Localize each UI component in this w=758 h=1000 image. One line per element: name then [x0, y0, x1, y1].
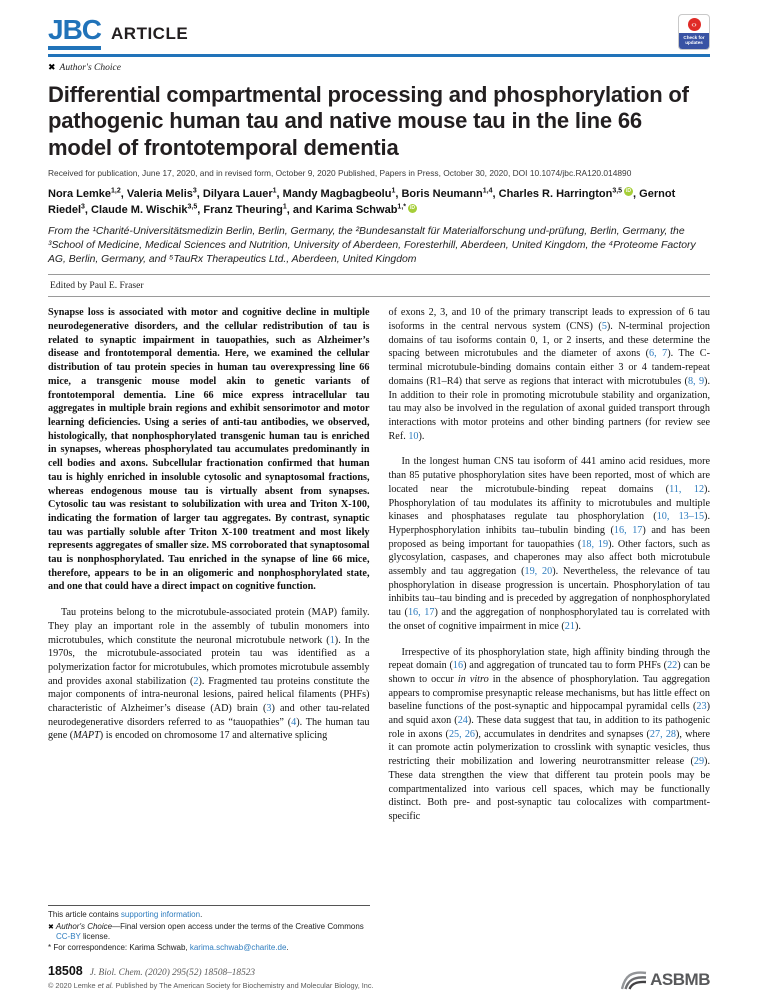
citation-link[interactable]: 8, 9: [687, 375, 705, 387]
footnote-authors-choice: [48, 922, 370, 944]
footer-citation-row: [48, 964, 374, 978]
author-name: Claude M. Wischik$^{3,5}$,: [91, 203, 204, 217]
affiliations: From the ¹Charité-Universitätsmedizin Berlin, Berlin, Germany, the ²Bundesanstalt für Materialforschung und-prüfung, Berlin, Germany, the ³School of Medicine, Medical Sciences and Nutrition, University of Aberdeen, Foresterhill, Aberdeen, United Kingdom, the ⁴Proteome Factory AG, Berlin, Germany, and ⁵TauRx Therapeutics Ltd., Aberdeen, United Kingdom: [48, 226, 696, 265]
citation-link[interactable]: 10: [408, 430, 419, 442]
footnote-text: * For correspondence: Karima Schwab,: [48, 943, 190, 953]
body-paragraph: Tau proteins belong to the microtubule-associated protein (MAP) family. They play an important role in the assembly of tubulin monomers into microtubules, which constitute the neuronal microtubule network (1). In the 1970s, the microtubule-associated protein tau was identified as a polymerization factor for microtubules, which promotes microtubule assembly and provides axonal stabilization (2). Fragmented tau proteins constitute the major components of intra-neuronal lesions, paired helical filaments (PHFs) characteristic of Alzheimer’s disease (AD) brain (3) and other tau-related neurodegenerative disorders referred to as “tauopathies” (4). The human tau gene (MAPT) is encoded on chromosome 17 and alternative splicing: [48, 607, 370, 742]
authors-choice-label: Author's Choice: [55, 921, 113, 931]
author-name: Mandy Magbagbeolu$^1$,: [282, 186, 402, 200]
authors-line: [48, 186, 710, 219]
author-name: Boris Neumann$^{1,4}$,: [401, 186, 499, 200]
citation-link[interactable]: 19, 20: [524, 566, 553, 578]
footnote-rule: [48, 905, 370, 906]
citation-link[interactable]: 6, 7: [649, 348, 668, 360]
supporting-information-link[interactable]: supporting information: [120, 909, 201, 919]
correspondence-email-link[interactable]: karima.schwab@charite.de: [189, 943, 287, 953]
citation-link[interactable]: 16: [452, 660, 464, 672]
authors-choice-icon: ✖: [48, 923, 54, 931]
asbmb-wordmark: ASBMB: [650, 970, 710, 989]
citation-link[interactable]: 22: [667, 660, 678, 672]
footnote-text: This article contains: [48, 909, 121, 919]
journal-logo-row: [48, 13, 189, 50]
author-name: and Karima Schwab$^{1,*}$ iD: [292, 203, 415, 217]
body-paragraph: of exons 2, 3, and 10 of the primary transcript leads to expression of 6 tau isoforms in the central nervous system (CNS) (5). N-terminal projection domains of tau isoforms contain 0, 1, or 2 inserts, and these determine the spacing between microtubules and the diameter of axons (6, 7). The C-terminal microtubule-binding domains contain either 3 or 4 tandem-repeat domains (R1–R4) that serve as regions that interact with microtubules (8, 9). In addition to their role in promoting microtubule stability and organization, tau may also be involved in the regulation of axonal guided transport through interactions with motor proteins and other binding partners (for review see Ref. 10).: [388, 307, 710, 442]
footnote-supporting: [48, 910, 370, 921]
crossmark-badge[interactable]: [678, 14, 710, 50]
author-name: Nora Lemke$^{1,2}$,: [48, 186, 127, 200]
footnote-text: .: [286, 943, 289, 953]
article-type-label: ARTICLE: [111, 23, 189, 43]
author-name: Franz Theuring$^1$,: [203, 203, 293, 217]
citation-link[interactable]: 3: [266, 703, 272, 715]
body-paragraph: In the longest human CNS tau isoform of 441 amino acid residues, more than 85 putative phosphorylation sites have been reported, most of which are located near the microtubule-binding repeat domains (11, 12). Phosphorylation of tau modulates its affinity to microtubules and multiple kinases and phosphatases regulate tau phosphorylation (10, 13–15). Hyperphosphorylation inhibits tau–tubulin binding (16, 17) and has been proposed as being important for tauopathies (18, 19). Other factors, such as glycosylation, caspases, and chaperones may also affect both microtubule assembly and tau aggregation (19, 20). Nevertheless, the relevance of tau phosphorylation in disease progression is uncertain. Phosphorylation of tau inhibits tau–tau binding and is preceded by aggregation of nonphosphorylated tau (16, 17) and the aggregation of nonphosphorylated tau is correlated with the onset of cognitive impairment in mice (21).: [388, 456, 711, 632]
footnote-text: .: [200, 909, 203, 919]
crossmark-icon: ‹›: [688, 18, 701, 31]
citation-link[interactable]: 10, 13–15: [656, 511, 705, 523]
authors-choice-label: Author's Choice: [59, 62, 121, 73]
footnote-correspondence: [48, 943, 370, 954]
left-column: [48, 306, 370, 954]
citation-link[interactable]: 1: [329, 634, 335, 646]
authors-choice-icon: ✖: [48, 62, 56, 73]
page-title: Differential compartmental processing and phosphorylation of pathogenic human tau and native mouse tau in the line 66 model of frontotemporal dementia: [48, 81, 689, 160]
citation-link[interactable]: 25, 26: [448, 728, 476, 740]
citation-link[interactable]: 5: [601, 321, 607, 333]
crossmark-label: Check for updates: [679, 33, 709, 49]
cc-by-license-link[interactable]: CC-BY: [56, 932, 81, 942]
body-paragraph: Irrespective of its phosphorylation state, high affinity binding through the repeat domain (16) and aggregation of truncated tau to form PHFs (22) can be shown to occur in vitro in the absence of phosphorylation. Tau aggregation appears to compromise presynaptic release mechanisms, but has little effect on baseline functions of the post-synaptic and hippocampal pyramidal cells (23) and squid axon (24). These data suggest that tau, in addition to its pathogenic role in axons (25, 26), accumulates in dendrites and synapses (27, 28), where it can promote actin polymerization to crosslink with synaptic vesicles, thus restricting their mobilization and lowering neurotransmitter release (29). These data strengthen the view that different tau protein pools may be compartmentalized into various cell spaces, which may be functionally distinct. Both pre- and post-synaptic tau colocalizes with compartment-specific: [388, 646, 711, 822]
author-name: Charles R. Harrington$^{3,5}$ iD ,: [498, 186, 640, 200]
copyright-line: © 2020 Lemke et al. Published by The American Society for Biochemistry and Molecular Biology, Inc.: [48, 981, 374, 990]
citation-link[interactable]: 24: [457, 715, 468, 727]
citation-link[interactable]: 16, 17: [407, 607, 435, 619]
masthead: [48, 14, 710, 50]
authors-choice-row: [48, 63, 710, 73]
edited-by: Edited by Paul E. Fraser: [48, 274, 710, 297]
author-name: Gernot Riedel$^3$,: [48, 187, 676, 217]
orcid-icon[interactable]: iD: [626, 187, 632, 194]
citation-link[interactable]: 23: [696, 701, 707, 713]
page-number: 18508: [48, 964, 83, 978]
asbmb-logo: [621, 970, 710, 990]
orcid-icon[interactable]: iD: [409, 204, 415, 211]
author-name: Valeria Melis$^3$,: [126, 186, 203, 200]
citation-link[interactable]: 4: [291, 716, 297, 728]
citation-link[interactable]: 2: [193, 675, 199, 687]
citation-link[interactable]: 29: [693, 756, 705, 768]
asbmb-swirl-icon: [621, 970, 647, 990]
page-footer: [48, 964, 710, 990]
citation-link[interactable]: 21: [564, 620, 575, 632]
footnotes: [48, 895, 370, 954]
footnote-text: license.: [80, 932, 111, 942]
received-line: Received for publication, June 17, 2020, and in revised form, October 9, 2020 Published, Papers in Press, October 30, 2020, DOI 10.1074/jbc.RA120.014890: [48, 167, 632, 178]
footnote-text: —Final version open access under the terms of the Creative Commons: [112, 921, 364, 931]
citation-link[interactable]: 18, 19: [581, 538, 609, 550]
footer-left: [48, 964, 374, 990]
abstract-paragraph: Synapse loss is associated with motor and cognitive decline in multiple neurodegenerative disorders, and the cellular redistribution of tau is related to synaptic impairment in tauopathies, such as Alzheimer’s disease and frontotemporal dementia. Here, we examined the cellular distribution of tau protein species in human tau overexpressing line 66 mice, a transgenic mouse model akin to genetic variants of frontotemporal dementia. Line 66 mice express intracellular tau aggregates in multiple brain regions and exhibit sensorimotor and motor learning deficiencies. Using a series of anti-tau antibodies, we observed, histologically, that nonphosphorylated transgenic human tau is enriched in synapses, whereas phosphorylated tau accumulates predominantly in cell bodies and axons. Subcellular fractionation confirmed that human tau is highly enriched in insoluble cytosolic and synaptosomal fractions, whereas endogenous mouse tau is virtually absent from synapses. Cytosolic tau was resistant to solubilization with urea and Triton X-100, indicating the formation of larger tau aggregates. By contrast, synaptic tau was partially soluble after Triton X-100 treatment and most likely represents aggregates of smaller size. MS corroborated that synaptosomal tau is nonphosphorylated. Tau enriched in the synapse of line 66 mice, therefore, appears to be in an oligomeric and nonphosphorylated state, and one that could have a direct impact on cognitive function.: [48, 307, 370, 593]
citation-link[interactable]: 11, 12: [669, 483, 705, 495]
citation-link[interactable]: 16, 17: [613, 524, 643, 536]
article-body: [48, 306, 710, 954]
citation-link[interactable]: 27, 28: [649, 728, 677, 740]
brand-rule: [48, 54, 710, 57]
author-name: Dilyara Lauer$^1$,: [202, 186, 283, 200]
jbc-logo: JBC: [48, 16, 101, 50]
right-column: [389, 306, 711, 954]
journal-citation: J. Biol. Chem. (2020) 295(52) 18508–18523: [89, 968, 256, 978]
